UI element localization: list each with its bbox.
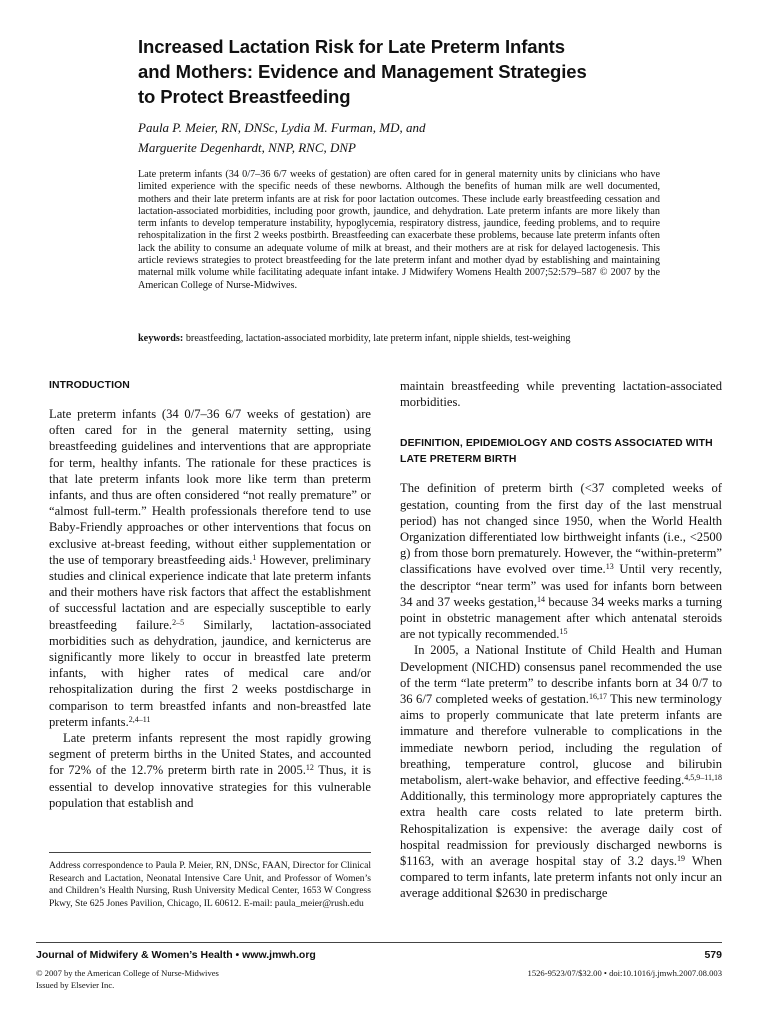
doi-line: 1526-9523/07/$32.00 • doi:10.1016/j.jmwh.2007.08.003 [527,968,722,978]
article-title [138,34,698,109]
text-run: In 2005, a National Institute of Child Health and Human Development (NICHD) consensus panel recommended the use of the term “late preterm” to describe infants born at 34 0/7 to 36 6/7 completed weeks of gestation. [400,643,722,707]
citation-ref: 12 [305,763,314,773]
title-line: to Protect Breastfeeding [138,86,351,107]
text-run: Similarly, lactation-associated morbidities such as dehydration, jaundice, and kernicterus are significantly more likely to occur in breastfed late preterm infants, with higher rates of medical care and/or rehospitalization during the first 2 weeks postdischarge in comparison to term breastfed infants and non-breastfed late preterm infants. [49,617,371,729]
citation-ref: 14 [537,594,546,604]
copyright-line: © 2007 by the American College of Nurse-Midwives [36,968,219,978]
text-run: Late preterm infants represent the most rapidly growing segment of preterm births in the United States, and accounted for 72% of the 12.7% preterm birth rate in 2005. [49,731,371,778]
page-number: 579 [704,949,722,961]
author-line: Marguerite Degenhardt, NNP, RNC, DNP [138,140,356,155]
section-heading-definition [400,436,722,468]
keywords [138,333,678,345]
keywords-label: keywords: [138,333,184,344]
text-run: because 34 weeks marks a turning point in obstetric management after which antenatal steroids are not typically recommended. [400,594,722,642]
footnote-divider [49,852,371,853]
section-heading-introduction: INTRODUCTION [49,380,130,391]
text-run: The definition of preterm birth (<37 completed weeks of gestation, counting from the first day of the last menstrual period) has not changed since 1950, when the World Health Organization differentiated low birthweight infants (i.e., <2500 g) from those born prematurely. However, the “within-preterm” classifications have evolved over time. [400,481,722,577]
right-column [400,378,722,902]
text-run: This new terminology aims to properly communicate that late preterm infants are immature and therefore vulnerable to complications in the immediate newborn period, including the regulation of breathing, temperature control, glucose and bilirubin metabolism, alert-wake behavior, and effective feeding. [400,692,722,788]
footer-divider [36,942,722,943]
text-run: However, preliminary studies and clinical experience indicate that late preterm infants and their mothers have risk factors that affect the establishment of successful lactation and are especially susceptible to early breastfeeding failure. [49,552,371,632]
citation-ref: 1 [252,552,257,562]
citation-ref: 13 [605,562,614,572]
journal-name: Journal of Midwifery & Women’s Health • www.jmwh.org [36,949,316,961]
author-line: Paula P. Meier, RN, DNSc, Lydia M. Furman, MD, and [138,120,426,135]
title-line: Increased Lactation Risk for Late Preterm Infants [138,36,565,57]
citation-ref: 16,17 [588,692,607,702]
continued-paragraph: maintain breastfeeding while preventing lactation-associated morbidities. [400,379,722,410]
abstract: Late preterm infants (34 0/7–36 6/7 weeks of gestation) are often cared for in general maternity units by clinicians who have limited experience with the specific needs of these newborns. Although the benefits of human milk are well documented, mothers and their late preterm infants are at risk for poor lactation outcomes. These include early breastfeeding cessation and lactation-associated morbidities, including poor growth, jaundice, and dehydration. Late preterm infants are more likely than term infants to develop temperature instability, hypoglycemia, respiratory distress, jaundice, feeding problems, and to require rehospitalization in the first 2 weeks postbirth. Breastfeeding can exacerbate these problems, because late preterm infants often lack the ability to consume an adequate volume of milk at breast, and their mothers are at risk for delayed lactogenesis. This article reviews strategies to protect breastfeeding for the late preterm infant and mother dyad by establishing and maintaining maternal milk volume while facilitating adequate infant intake. J Midwifery Womens Health 2007;52:579–587 © 2007 by the American College of Nurse-Midwives. [138,169,660,291]
intro-paragraph-1 [49,406,371,730]
definition-paragraph-1 [400,480,722,642]
citation-ref: 19 [677,854,686,864]
copyright-line: Issued by Elsevier Inc. [36,979,115,990]
citation-ref: 2,4–11 [128,714,151,724]
title-line: and Mothers: Evidence and Management Strategies [138,61,587,82]
copyright-notice [36,968,219,991]
author-list [138,118,698,158]
text-run: Until very recently, the descriptor “near term” was used for infants born between 34 and 37 weeks gestation, [400,562,722,609]
text-run: Late preterm infants (34 0/7–36 6/7 weeks of gestation) are often cared for in the general maternity setting, using breastfeeding guidelines and interventions that are appropriate for term, healthy infants. The rationale for these practices is that late preterm infants look more like term than preterm infants, and thus are often considered “not really premature” or “almost full-term.” Health professionals therefore tend to use Baby-Friendly approaches or other interventions that focus on exclusive at-breast feeding, without either supplementation or the use of temporary breastfeeding aids. [49,407,371,567]
heading-line: LATE PRETERM BIRTH [400,454,517,466]
citation-ref: 15 [559,627,568,637]
left-column [49,378,371,811]
definition-paragraph-2 [400,642,722,901]
keywords-text: breastfeeding, lactation-associated morbidity, late preterm infant, nipple shields, test-weighing [183,333,571,344]
text-run: Additionally, this terminology more appropriately captures the extra health care costs related to late preterm birth. Rehospitalization is expensive: the average daily cost of hospital readmission for previously discharged newborns is $1163, with an average hospital stay of 3.2 days. [400,789,722,869]
text-run: Thus, it is essential to develop innovative strategies for this vulnerable population that establish and [49,763,372,810]
citation-ref: 2–5 [172,617,185,627]
citation-ref: 4,5,9–11,18 [684,773,722,783]
heading-line: DEFINITION, EPIDEMIOLOGY AND COSTS ASSOCIATED WITH [400,438,713,450]
correspondence-address: Address correspondence to Paula P. Meier, RN, DNSc, FAAN, Director for Clinical Research and Lactation, Neonatal Intensive Care Unit, and Professor of Women’s and Children’s Health Nursing, Rush University Medical Center, 1653 W Congress Pkwy, Ste 625 Jones Pavilion, Chicago, IL 60612. E-mail: paula_meier@rush.edu [49,860,371,909]
text-run: When compared to term infants, late preterm infants not only incur an average additional $2630 in predischarge [400,854,722,901]
intro-paragraph-2 [49,730,371,811]
